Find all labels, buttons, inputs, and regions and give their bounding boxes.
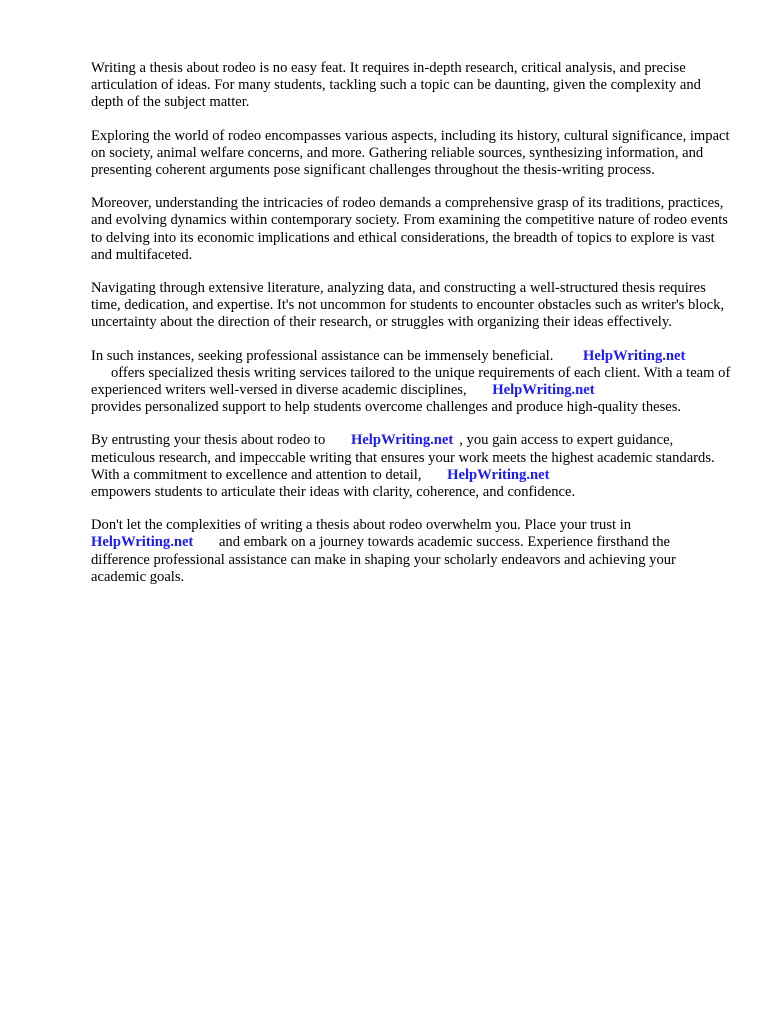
helpwriting-link[interactable]: HelpWriting.net	[583, 347, 686, 364]
paragraph-navigating: Navigating through extensive literature, analyzing data, and constructing a well-structured thesis requires time, dedication, and expertise. It's not uncommon for students to encounter obstacles such as writer's block, uncertainty about the direction of their research, or struggles with organizing their ideas effectively.	[91, 280, 725, 331]
paragraph-text: and embark on a journey towards academic success. Experience firsthand the difference professional assistance can make in shaping your scholarly endeavors and achieving your academic goals.	[91, 534, 676, 585]
paragraph-closing	[91, 517, 731, 586]
paragraph-text: In such instances, seeking professional assistance can be immensely beneficial.	[91, 347, 554, 364]
paragraph-text: provides personalized support to help students overcome challenges and produce high-quality theses.	[91, 399, 682, 416]
paragraph-moreover: Moreover, understanding the intricacies of rodeo demands a comprehensive grasp of its traditions, practices, and evolving dynamics within contemporary society. From examining the competitive nature of rodeo events to delving into its economic implications and ethical considerations, the breadth of topics to explore is vast and multifaceted.	[91, 195, 728, 263]
paragraph-text: empowers students to articulate their ideas with clarity, coherence, and confidence.	[91, 484, 576, 501]
document-body	[91, 60, 731, 602]
paragraph-text: By entrusting your thesis about rodeo to	[91, 432, 326, 449]
paragraph-text: , you gain access to expert guidance, meticulous research, and impeccable writing that ensures your work meets the highest academic standards. With a commitment to excellence and attention to detail,	[91, 432, 715, 483]
paragraph-entrusting	[91, 432, 731, 501]
paragraph-text: offers specialized thesis writing services tailored to the unique requirements of each client. With a team of experienced writers well-versed in diverse academic disciplines,	[91, 364, 731, 399]
helpwriting-link[interactable]: HelpWriting.net	[350, 432, 454, 449]
paragraph-intro: Writing a thesis about rodeo is no easy feat. It requires in-depth research, critical analysis, and precise articulation of ideas. For many students, tackling such a topic can be daunting, given the complexity and depth of the subject matter.	[91, 60, 701, 111]
helpwriting-link[interactable]: HelpWriting.net	[447, 466, 550, 483]
paragraph-text: Don't let the complexities of writing a thesis about rodeo overwhelm you. Place your trust in	[91, 517, 632, 534]
paragraph-exploring: Exploring the world of rodeo encompasses various aspects, including its history, cultural significance, impact on society, animal welfare concerns, and more. Gathering reliable sources, synthesizing information, and presenting coherent arguments pose significant challenges throughout the thesis-writing process.	[91, 127, 730, 179]
helpwriting-link[interactable]: HelpWriting.net	[91, 534, 194, 551]
helpwriting-link[interactable]: HelpWriting.net	[492, 382, 595, 399]
paragraph-assistance	[91, 348, 731, 417]
